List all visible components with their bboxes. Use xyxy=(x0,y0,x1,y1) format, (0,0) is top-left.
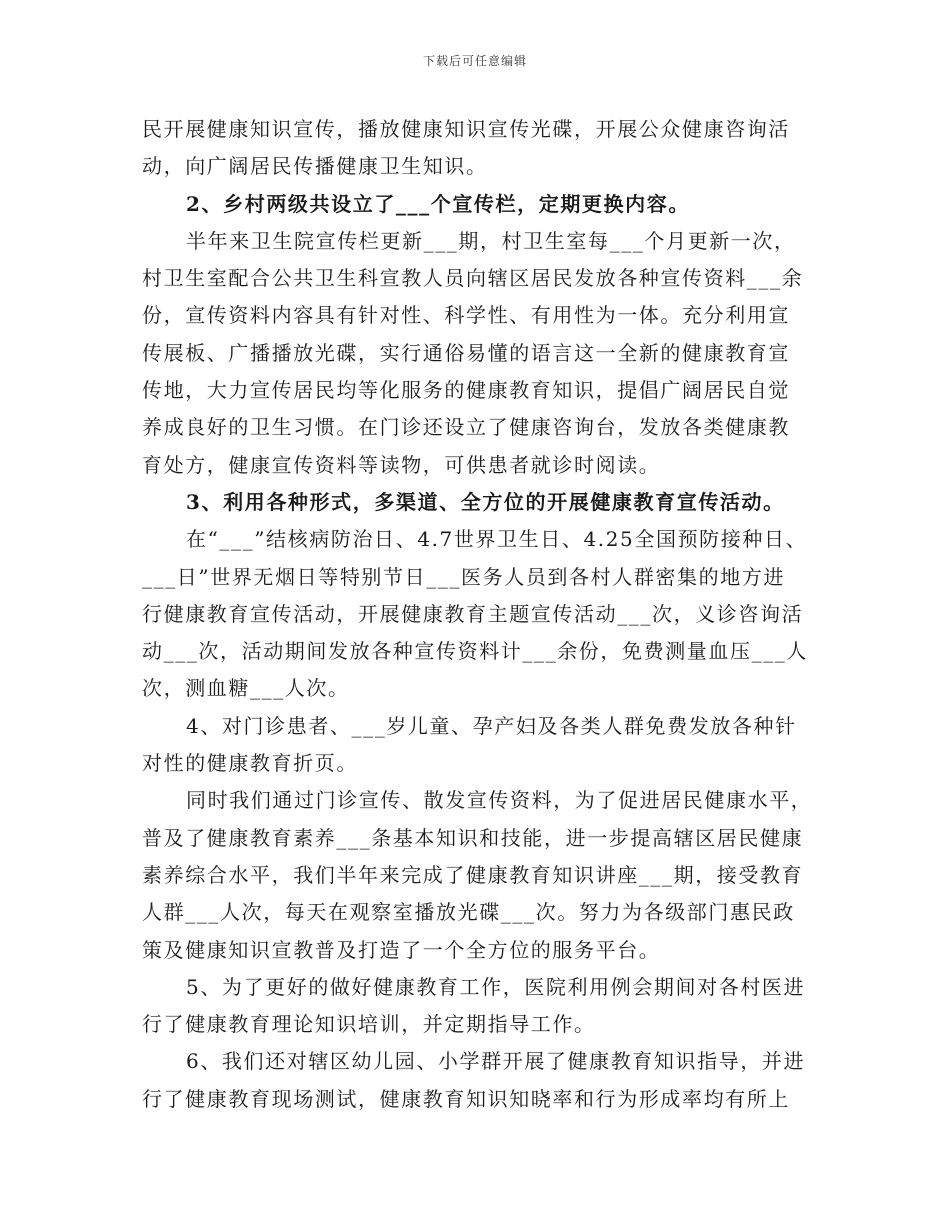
body-text-line: 5、为了更好的做好健康教育工作，医院利用例会期间对各村医进 xyxy=(186,974,806,999)
body-text-line: ___日”世界无烟日等特别节日___医务人员到各村人群密集的地方进 xyxy=(142,564,786,589)
body-text-line: 策及健康知识宣教普及打造了一个全方位的服务平台。 xyxy=(142,937,661,962)
body-text-line: 人群___人次，每天在观察室播放光碟___次。努力为各级部门惠民政 xyxy=(142,900,795,925)
body-text-line: 同时我们通过门诊宣传、散发宣传资料，为了促进居民健康水平， xyxy=(186,788,813,813)
body-text-line: 养成良好的卫生习惯。在门诊还设立了健康咨询台，发放各类健康教 xyxy=(142,415,790,440)
body-text-line: 4、对门诊患者、___岁儿童、孕产妇及各类人群免费发放各种针 xyxy=(186,713,797,738)
body-text-line: 素养综合水平，我们半年来完成了健康教育知识讲座___期，接受教育 xyxy=(142,862,804,887)
section-heading-line: 2、乡村两级共设立了___个宣传栏，定期更换内容。 xyxy=(186,191,690,216)
body-text-line: 行健康教育宣传活动，开展健康教育主题宣传活动___次，义诊咨询活 xyxy=(142,601,804,626)
body-text-line: 村卫生室配合公共卫生科宣教人员向辖区居民发放各种宣传资料___余 xyxy=(142,266,804,291)
body-text-line: 传地，大力宣传居民均等化服务的健康教育知识，提倡广阔居民自觉 xyxy=(142,378,790,403)
body-text-line: 传展板、广播播放光碟，实行通俗易懂的语言这一全新的健康教育宣 xyxy=(142,340,790,365)
body-text-line: 6、我们还对辖区幼儿园、小学群开展了健康教育知识指导，并进 xyxy=(186,1049,806,1074)
body-text-line: 对性的健康教育折页。 xyxy=(142,751,358,776)
body-text-line: 育处方，健康宣传资料等读物，可供患者就诊时阅读。 xyxy=(142,452,661,477)
page-header-note: 下载后可任意编辑 xyxy=(422,54,527,68)
body-text-line: 普及了健康教育素养___条基本知识和技能，进一步提高辖区居民健康 xyxy=(142,825,804,850)
body-text-line: 动，向广阔居民传播健康卫生知识。 xyxy=(142,154,488,179)
document-body xyxy=(142,111,828,1118)
section-heading-line: 3、利用各种形式，多渠道、全方位的开展健康教育宣传活动。 xyxy=(186,489,785,514)
body-text-line: 份，宣传资料内容具有针对性、科学性、有用性为一体。充分利用宣 xyxy=(142,303,790,328)
body-text-line: 行了健康教育现场测试，健康教育知识知晓率和行为形成率均有所上 xyxy=(142,1086,790,1111)
body-text-line: 民开展健康知识宣传，播放健康知识宣传光碟，开展公众健康咨询活 xyxy=(142,117,790,141)
body-text-line: 次，测血糖___人次。 xyxy=(142,676,350,701)
body-text-line: 动___次，活动期间发放各种宣传资料计___余份，免费测量血压___人 xyxy=(142,639,808,664)
body-text-line: 行了健康教育理论知识培训，并定期指导工作。 xyxy=(142,1012,596,1037)
body-text-line: 半年来卫生院宣传栏更新___期，村卫生室每___个月更新一次， xyxy=(186,228,796,253)
body-text-line: 在“___”结核病防治日、4.7世界卫生日、4.25全国预防接种日、 xyxy=(186,527,808,552)
